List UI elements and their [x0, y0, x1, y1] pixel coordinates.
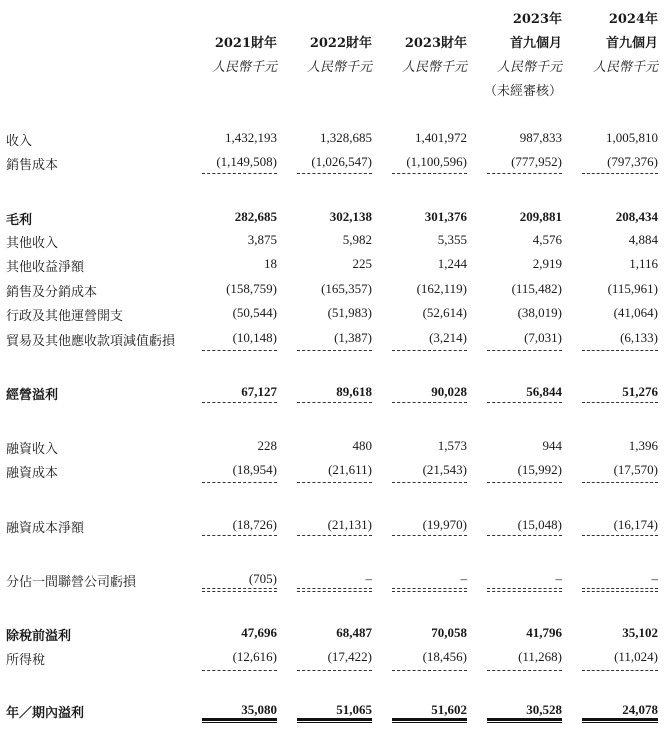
column-rule: [392, 402, 467, 403]
value-cell: (1,026,547): [311, 154, 372, 169]
value-cell: (18,954): [232, 462, 277, 477]
column-rule: [297, 535, 372, 536]
column-rule: [487, 535, 562, 536]
row-label: 收入: [6, 134, 33, 149]
value-cell: (162,119): [416, 281, 467, 296]
value-cell: (1,149,508): [216, 154, 277, 169]
column-rule: [202, 670, 277, 671]
value-cell: 70,058: [431, 625, 467, 640]
value-cell: 35,080: [241, 702, 277, 717]
value-cell: (18,456): [422, 649, 467, 664]
value-cell: (51,983): [327, 305, 372, 320]
table-row: [0, 128, 667, 150]
value-cell: 1,401,972: [415, 130, 467, 145]
value-cell: 4,576: [532, 232, 562, 247]
column-rule: [392, 670, 467, 671]
value-cell: (38,019): [517, 305, 562, 320]
value-cell: (17,422): [327, 649, 372, 664]
column-rule: [297, 402, 372, 403]
row-label: 銷售及分銷成本: [6, 285, 98, 300]
value-cell: 51,602: [431, 702, 467, 717]
table-row: [0, 436, 667, 458]
column-header: [200, 0, 277, 100]
column-rule: [202, 173, 277, 174]
column-rule: [202, 588, 277, 592]
column-rule: [297, 482, 372, 483]
value-cell: –: [555, 571, 562, 586]
value-cell: 302,138: [329, 209, 372, 224]
row-label: 所得稅: [6, 653, 46, 668]
row-label: 融資成本淨額: [6, 521, 85, 536]
value-cell: 51,065: [336, 702, 372, 717]
column-rule: [582, 670, 658, 671]
value-cell: (52,614): [422, 305, 467, 320]
value-cell: 41,796: [526, 625, 562, 640]
column-header-line2: 2023財年: [404, 36, 467, 51]
table-row: [0, 460, 667, 482]
value-cell: 301,376: [424, 209, 467, 224]
column-header-line1: 2024年: [608, 12, 658, 27]
column-rule: [202, 482, 277, 483]
value-cell: (21,611): [328, 462, 372, 477]
column-unit: 人民幣千元: [401, 60, 467, 75]
column-rule: [392, 173, 467, 174]
value-cell: –: [460, 571, 467, 586]
value-cell: (21,543): [422, 462, 467, 477]
column-header-line1: 2023年: [512, 12, 562, 27]
value-cell: (15,048): [517, 517, 562, 532]
value-cell: 1,244: [437, 256, 467, 271]
column-rule: [582, 173, 658, 174]
value-cell: 282,685: [234, 209, 277, 224]
row-label: 毛利: [6, 213, 33, 228]
value-cell: (16,174): [613, 517, 658, 532]
value-cell: (115,961): [607, 281, 658, 296]
column-rule: [582, 402, 658, 403]
value-cell: 90,028: [431, 384, 467, 399]
value-cell: 51,276: [622, 384, 658, 399]
value-cell: 4,884: [628, 232, 658, 247]
value-cell: 1,573: [437, 438, 467, 453]
value-cell: 2,919: [532, 256, 562, 271]
value-cell: (165,357): [321, 281, 372, 296]
value-cell: 35,102: [622, 625, 658, 640]
value-cell: 24,078: [622, 702, 658, 717]
column-rule: [582, 482, 658, 483]
value-cell: 208,434: [615, 209, 658, 224]
value-cell: (158,759): [226, 281, 277, 296]
column-rule: [392, 718, 467, 723]
column-header: [580, 0, 658, 100]
table-row: [0, 207, 667, 229]
column-header: [295, 0, 372, 100]
value-cell: 1,328,685: [320, 130, 372, 145]
column-rule: [392, 482, 467, 483]
value-cell: (21,131): [327, 517, 372, 532]
table-row: [0, 515, 667, 537]
value-cell: 209,881: [519, 209, 562, 224]
value-cell: (10,148): [232, 330, 277, 345]
value-cell: 225: [352, 256, 372, 271]
value-cell: (6,133): [620, 330, 658, 345]
row-label: 其他收入: [6, 236, 59, 251]
value-cell: (1,387): [334, 330, 372, 345]
value-cell: 18: [264, 256, 277, 271]
value-cell: 56,844: [526, 384, 562, 399]
table-row: [0, 303, 667, 325]
column-header-line2: 首九個月: [605, 36, 658, 51]
row-label: 分佔一間聯營公司虧損: [6, 575, 137, 590]
value-cell: 1,432,193: [225, 130, 277, 145]
column-rule: [392, 588, 467, 592]
row-label: 年／期內溢利: [6, 706, 85, 721]
table-row: [0, 647, 667, 669]
value-cell: (11,024): [614, 649, 658, 664]
value-cell: (797,376): [607, 154, 658, 169]
row-label: 行政及其他運營開支: [6, 309, 124, 324]
column-rule: [392, 535, 467, 536]
value-cell: 480: [352, 438, 372, 453]
value-cell: (777,952): [511, 154, 562, 169]
row-label: 經營溢利: [6, 388, 59, 403]
column-rule: [297, 670, 372, 671]
value-cell: 5,355: [437, 232, 467, 247]
value-cell: 30,528: [526, 702, 562, 717]
column-rule: [487, 670, 562, 671]
column-rule: [582, 535, 658, 536]
table-row: [0, 152, 667, 174]
column-header-line2: 2021財年: [214, 36, 277, 51]
value-cell: (50,544): [232, 305, 277, 320]
column-header-line2: 首九個月: [509, 36, 562, 51]
column-unit: 人民幣千元: [306, 60, 372, 75]
row-label: 融資收入: [6, 442, 59, 457]
column-rule: [202, 402, 277, 403]
value-cell: (41,064): [613, 305, 658, 320]
column-rule: [487, 718, 562, 723]
value-cell: (15,992): [517, 462, 562, 477]
value-cell: 944: [542, 438, 562, 453]
value-cell: (18,726): [232, 517, 277, 532]
table-row: [0, 254, 667, 276]
value-cell: 1,005,810: [606, 130, 658, 145]
value-cell: 1,116: [629, 256, 658, 271]
value-cell: 67,127: [241, 384, 277, 399]
column-rule: [202, 535, 277, 536]
value-cell: 1,396: [628, 438, 658, 453]
row-label: 融資成本: [6, 466, 59, 481]
column-rule: [297, 588, 372, 592]
value-cell: (3,214): [429, 330, 467, 345]
column-rule: [392, 350, 467, 351]
column-note: （未經審核）: [483, 84, 562, 99]
column-rule: [487, 588, 562, 592]
row-label: 銷售成本: [6, 158, 59, 173]
value-cell: –: [651, 571, 658, 586]
value-cell: –: [365, 571, 372, 586]
column-rule: [202, 718, 277, 723]
column-header-line2: 2022財年: [309, 36, 372, 51]
value-cell: (19,970): [422, 517, 467, 532]
column-unit: 人民幣千元: [496, 60, 562, 75]
value-cell: 5,982: [342, 232, 372, 247]
value-cell: (17,570): [613, 462, 658, 477]
column-rule: [297, 718, 372, 723]
column-rule: [487, 350, 562, 351]
column-header: [485, 0, 562, 100]
table-row: [0, 382, 667, 404]
value-cell: (7,031): [524, 330, 562, 345]
value-cell: (12,616): [232, 649, 277, 664]
column-rule: [202, 350, 277, 351]
table-row: [0, 623, 667, 645]
table-row: [0, 279, 667, 301]
column-rule: [582, 718, 658, 723]
value-cell: (11,268): [518, 649, 562, 664]
table-row: [0, 230, 667, 252]
value-cell: 68,487: [336, 625, 372, 640]
column-rule: [297, 350, 372, 351]
table-row: [0, 328, 667, 350]
row-label: 貿易及其他應收款項減值虧損: [6, 334, 176, 349]
column-unit: 人民幣千元: [211, 60, 277, 75]
value-cell: (1,100,596): [406, 154, 467, 169]
column-unit: 人民幣千元: [592, 60, 658, 75]
row-label: 除稅前溢利: [6, 629, 72, 644]
column-rule: [582, 350, 658, 351]
value-cell: (705): [248, 571, 277, 586]
column-rule: [582, 588, 658, 592]
column-header: [390, 0, 467, 100]
column-rule: [297, 173, 372, 174]
column-rule: [487, 402, 562, 403]
value-cell: 987,833: [519, 130, 562, 145]
value-cell: 228: [257, 438, 277, 453]
value-cell: 47,696: [241, 625, 277, 640]
value-cell: (115,482): [511, 281, 562, 296]
row-label: 其他收益淨額: [6, 260, 85, 275]
value-cell: 3,875: [247, 232, 277, 247]
column-rule: [487, 482, 562, 483]
value-cell: 89,618: [336, 384, 372, 399]
column-rule: [487, 173, 562, 174]
